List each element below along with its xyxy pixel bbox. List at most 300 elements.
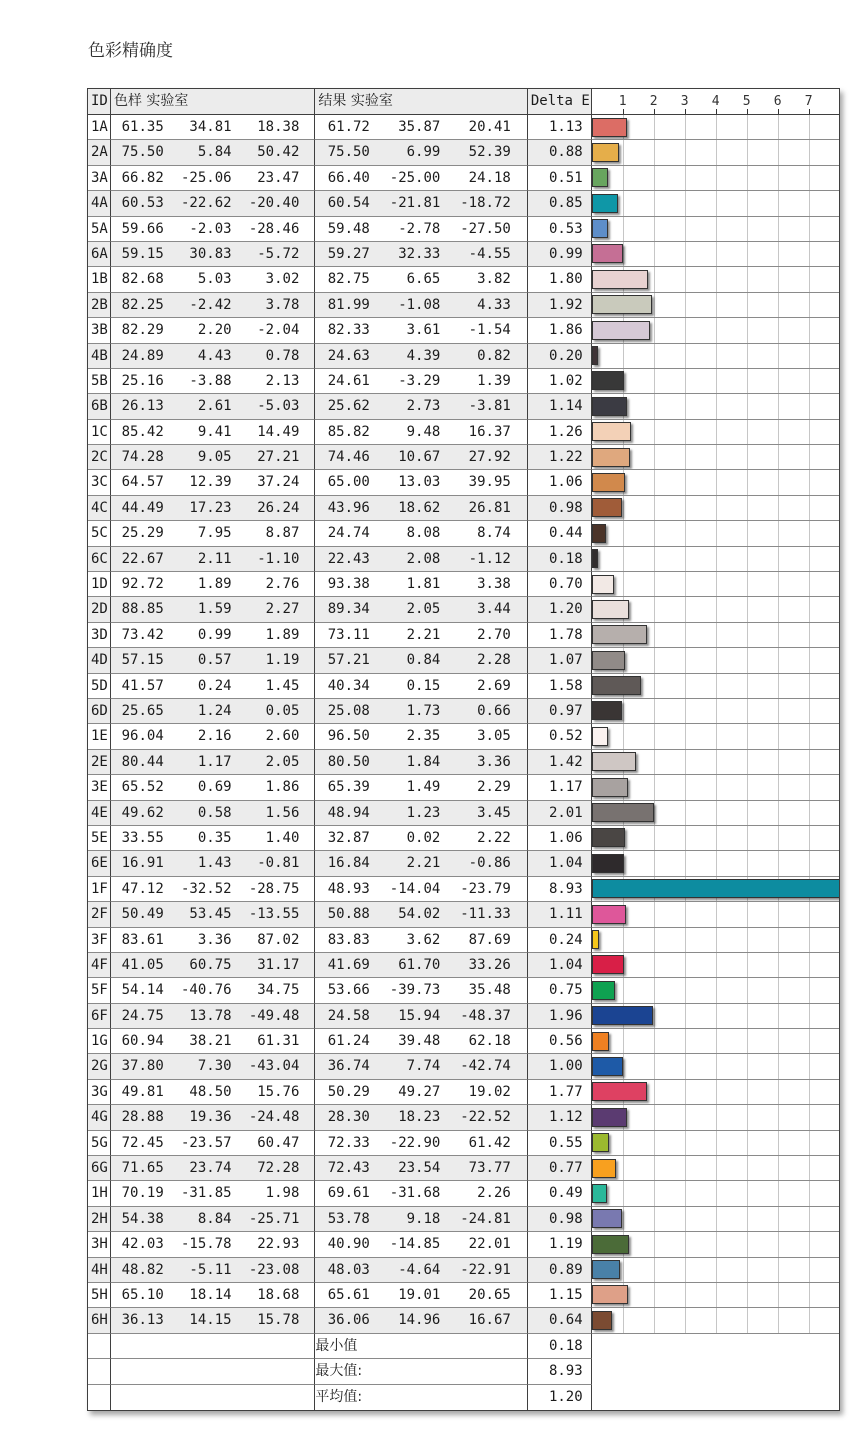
chart-gridline xyxy=(654,318,655,342)
delta-e-value: 8.93 xyxy=(528,877,592,902)
lab-value: -14.85 xyxy=(389,1236,441,1253)
chart-gridline xyxy=(778,699,779,723)
chart-gridline xyxy=(716,648,717,672)
lab-value: 48.50 xyxy=(189,1083,232,1100)
summary-min-label: 最小值 xyxy=(315,1334,527,1359)
delta-e-value: 1.13 xyxy=(528,115,592,140)
lab-value: 73.77 xyxy=(468,1160,511,1177)
lab-value: 75.50 xyxy=(327,144,370,161)
delta-e-bar-cell xyxy=(592,369,839,394)
lab-value: 0.58 xyxy=(197,804,232,821)
chart-gridline xyxy=(778,1283,779,1307)
lab-value: 66.82 xyxy=(121,169,164,186)
result-lab-values xyxy=(315,623,527,648)
empty-cell xyxy=(88,1385,111,1410)
table-row xyxy=(88,420,839,445)
chart-gridline xyxy=(778,648,779,672)
delta-e-bar xyxy=(592,524,606,543)
lab-value: 27.21 xyxy=(257,449,300,466)
table-row xyxy=(88,547,839,572)
chart-gridline xyxy=(747,597,748,621)
patch-id: 3F xyxy=(88,928,111,953)
delta-e-bar xyxy=(592,879,839,898)
delta-e-bar-cell xyxy=(592,344,839,369)
result-lab-values xyxy=(315,953,527,978)
lab-value: 28.30 xyxy=(327,1109,370,1126)
lab-value: 1.56 xyxy=(265,804,300,821)
lab-value: 65.00 xyxy=(327,474,370,491)
chart-gridline xyxy=(654,572,655,596)
sample-lab-values xyxy=(111,877,315,902)
chart-gridline xyxy=(747,1156,748,1180)
chart-gridline xyxy=(716,750,717,774)
chart-gridline xyxy=(747,1004,748,1028)
chart-gridline xyxy=(778,420,779,444)
delta-e-bar-cell xyxy=(592,217,839,242)
lab-value: 61.35 xyxy=(121,119,164,135)
lab-value: 30.83 xyxy=(189,245,232,262)
chart-gridline xyxy=(654,217,655,241)
lab-value: 1.39 xyxy=(477,372,511,389)
lab-value: 2.73 xyxy=(406,398,441,415)
chart-gridline xyxy=(747,344,748,368)
lab-value: 1.49 xyxy=(406,779,441,796)
patch-id: 2C xyxy=(88,445,111,470)
chart-gridline xyxy=(778,1105,779,1129)
chart-gridline xyxy=(716,1283,717,1307)
patch-id: 6A xyxy=(88,242,111,267)
lab-value: 59.27 xyxy=(327,245,370,262)
lab-value: 49.81 xyxy=(121,1083,164,1100)
delta-e-value: 1.26 xyxy=(528,420,592,445)
chart-gridline xyxy=(778,1029,779,1053)
result-lab-values xyxy=(315,699,527,724)
lab-value: 74.28 xyxy=(121,449,164,466)
lab-value: 1.59 xyxy=(197,601,232,618)
chart-gridline xyxy=(623,699,624,723)
lab-value: 1.73 xyxy=(406,702,441,719)
chart-gridline xyxy=(685,242,686,266)
sample-lab-values xyxy=(111,217,315,242)
chart-gridline xyxy=(778,140,779,164)
table-row xyxy=(88,496,839,521)
lab-value: -42.74 xyxy=(460,1058,511,1075)
chart-gridline xyxy=(778,1080,779,1104)
chart-gridline xyxy=(809,217,810,241)
chart-gridline xyxy=(716,978,717,1002)
delta-e-bar xyxy=(592,1006,653,1025)
chart-gridline xyxy=(778,1181,779,1205)
chart-gridline xyxy=(747,394,748,418)
sample-lab-values xyxy=(111,394,315,419)
sample-lab-values xyxy=(111,547,315,572)
lab-value: 39.95 xyxy=(468,474,511,491)
lab-value: 26.13 xyxy=(121,398,164,415)
chart-gridline xyxy=(778,1004,779,1028)
table-row xyxy=(88,1283,839,1308)
lab-value: 15.78 xyxy=(257,1312,300,1329)
lab-value: 69.61 xyxy=(327,1185,370,1202)
sample-lab-values xyxy=(111,1080,315,1105)
sample-lab-values xyxy=(111,344,315,369)
lab-value: 96.50 xyxy=(327,728,370,745)
lab-value: 59.66 xyxy=(121,220,164,237)
table-row xyxy=(88,724,839,749)
lab-value: -22.91 xyxy=(460,1261,511,1278)
delta-e-bar xyxy=(592,219,608,238)
lab-value: 48.93 xyxy=(327,880,370,897)
lab-value: -11.33 xyxy=(460,906,511,923)
delta-e-value: 1.15 xyxy=(528,1283,592,1308)
chart-gridline xyxy=(809,826,810,850)
table-row xyxy=(88,267,839,292)
table-row xyxy=(88,1054,839,1079)
table-row xyxy=(88,978,839,1003)
axis-tick-mark xyxy=(654,109,655,114)
lab-value: 82.75 xyxy=(327,271,370,288)
lab-value: 1.89 xyxy=(265,626,300,643)
lab-value: 14.15 xyxy=(189,1312,232,1329)
patch-id: 2B xyxy=(88,293,111,318)
lab-value: 1.45 xyxy=(265,677,300,694)
lab-value: 25.29 xyxy=(121,525,164,542)
delta-e-bar-cell xyxy=(592,801,839,826)
chart-gridline xyxy=(685,826,686,850)
lab-value: 7.74 xyxy=(406,1058,441,1075)
lab-value: -1.08 xyxy=(398,296,441,313)
lab-value: 89.34 xyxy=(327,601,370,618)
lab-value: 60.54 xyxy=(327,195,370,212)
delta-e-bar-cell xyxy=(592,1004,839,1029)
lab-value: 3.36 xyxy=(477,753,511,770)
delta-e-bar-cell xyxy=(592,699,839,724)
delta-e-bar-cell xyxy=(592,775,839,800)
table-row xyxy=(88,826,839,851)
delta-e-bar xyxy=(592,651,625,670)
chart-gridline xyxy=(685,1181,686,1205)
delta-e-bar xyxy=(592,244,623,263)
lab-value: 48.94 xyxy=(327,804,370,821)
lab-value: -2.03 xyxy=(189,220,232,237)
delta-e-bar xyxy=(592,194,618,213)
chart-gridline xyxy=(778,953,779,977)
result-lab-values xyxy=(315,902,527,927)
chart-gridline xyxy=(747,928,748,952)
table-row xyxy=(88,1232,839,1257)
result-lab-values xyxy=(315,648,527,673)
patch-id: 5C xyxy=(88,521,111,546)
lab-value: -15.78 xyxy=(181,1236,232,1253)
table-row xyxy=(88,394,839,419)
empty-cell xyxy=(111,1385,315,1410)
lab-value: -18.72 xyxy=(460,195,511,212)
sample-lab-values xyxy=(111,1232,315,1257)
result-lab-values xyxy=(315,191,527,216)
chart-gridline xyxy=(716,851,717,875)
lab-value: 34.75 xyxy=(257,982,300,999)
chart-gridline xyxy=(778,1156,779,1180)
lab-value: 22.43 xyxy=(327,550,370,567)
table-row xyxy=(88,140,839,165)
sample-lab-values xyxy=(111,1308,315,1333)
patch-id: 3C xyxy=(88,470,111,495)
lab-value: -21.81 xyxy=(389,195,441,212)
sample-lab-values xyxy=(111,293,315,318)
chart-gridline xyxy=(685,775,686,799)
sample-lab-values xyxy=(111,191,315,216)
lab-value: 8.74 xyxy=(477,525,511,542)
result-lab-values xyxy=(315,1054,527,1079)
chart-gridline xyxy=(654,1080,655,1104)
table-row xyxy=(88,470,839,495)
result-lab-values xyxy=(315,140,527,165)
result-lab-values xyxy=(315,496,527,521)
delta-e-bar-cell xyxy=(592,166,839,191)
chart-gridline xyxy=(778,166,779,190)
lab-value: 4.39 xyxy=(406,347,441,364)
patch-id: 3E xyxy=(88,775,111,800)
delta-e-value: 1.80 xyxy=(528,267,592,292)
lab-value: 25.62 xyxy=(327,398,370,415)
lab-value: 2.13 xyxy=(265,372,300,389)
result-lab-values xyxy=(315,394,527,419)
delta-e-bar-cell xyxy=(592,1308,839,1333)
chart-gridline xyxy=(716,420,717,444)
chart-gridline xyxy=(623,547,624,571)
summary-max-label: 最大值: xyxy=(315,1359,527,1384)
sample-lab-values xyxy=(111,699,315,724)
patch-id: 6H xyxy=(88,1308,111,1333)
lab-value: -1.12 xyxy=(468,550,511,567)
lab-value: 32.87 xyxy=(327,829,370,846)
lab-value: 2.35 xyxy=(406,728,441,745)
chart-gridline xyxy=(685,470,686,494)
delta-e-bar-cell xyxy=(592,293,839,318)
chart-gridline xyxy=(809,1004,810,1028)
delta-e-bar-cell xyxy=(592,1080,839,1105)
lab-value: 39.48 xyxy=(398,1033,441,1050)
result-lab-values xyxy=(315,1232,527,1257)
lab-value: 0.66 xyxy=(477,702,511,719)
delta-e-value: 0.49 xyxy=(528,1181,592,1206)
patch-id: 4H xyxy=(88,1258,111,1283)
lab-value: 48.03 xyxy=(327,1261,370,1278)
lab-value: 18.38 xyxy=(257,119,300,135)
chart-gridline xyxy=(809,1232,810,1256)
delta-e-value: 1.06 xyxy=(528,470,592,495)
lab-value: 1.43 xyxy=(197,855,232,872)
chart-gridline xyxy=(747,191,748,215)
axis-tick-mark xyxy=(778,109,779,114)
chart-gridline xyxy=(747,851,748,875)
lab-value: -25.71 xyxy=(248,1210,300,1227)
delta-e-bar-cell xyxy=(592,1156,839,1181)
chart-gridline xyxy=(778,191,779,215)
delta-e-bar xyxy=(592,803,654,822)
lab-value: 54.14 xyxy=(121,982,164,999)
chart-gridline xyxy=(685,267,686,291)
sample-lab-values xyxy=(111,1105,315,1130)
chart-gridline xyxy=(809,597,810,621)
lab-value: 83.83 xyxy=(327,931,370,948)
lab-value: 2.08 xyxy=(406,550,441,567)
lab-value: 2.61 xyxy=(197,398,232,415)
chart-gridline xyxy=(716,928,717,952)
table-row xyxy=(88,1080,839,1105)
lab-value: 22.93 xyxy=(257,1236,300,1253)
chart-gridline xyxy=(654,648,655,672)
table-row xyxy=(88,1131,839,1156)
delta-e-bar-cell xyxy=(592,547,839,572)
lab-value: -0.81 xyxy=(257,855,300,872)
chart-gridline xyxy=(716,1308,717,1332)
lab-value: 6.65 xyxy=(406,271,441,288)
chart-gridline xyxy=(685,750,686,774)
chart-gridline xyxy=(809,1029,810,1053)
chart-gridline xyxy=(778,521,779,545)
delta-e-bar xyxy=(592,270,648,289)
delta-e-value: 1.22 xyxy=(528,445,592,470)
table-row xyxy=(88,1029,839,1054)
chart-gridline xyxy=(654,1029,655,1053)
chart-gridline xyxy=(623,1207,624,1231)
delta-e-bar-cell xyxy=(592,1054,839,1079)
chart-gridline xyxy=(809,1080,810,1104)
chart-gridline xyxy=(716,318,717,342)
chart-gridline xyxy=(778,1054,779,1078)
delta-e-bar-cell xyxy=(592,1131,839,1156)
lab-value: 57.15 xyxy=(121,652,164,669)
chart-gridline xyxy=(716,445,717,469)
delta-e-value: 0.24 xyxy=(528,928,592,953)
lab-value: 41.57 xyxy=(121,677,164,694)
lab-value: 24.63 xyxy=(327,347,370,364)
lab-value: 37.24 xyxy=(257,474,300,491)
patch-id: 3H xyxy=(88,1232,111,1257)
chart-gridline xyxy=(685,902,686,926)
sample-lab-values xyxy=(111,674,315,699)
lab-value: 3.45 xyxy=(477,804,511,821)
delta-e-bar-cell xyxy=(592,953,839,978)
lab-value: 2.26 xyxy=(477,1185,511,1202)
result-lab-values xyxy=(315,572,527,597)
lab-value: 22.01 xyxy=(468,1236,511,1253)
result-lab-values xyxy=(315,318,527,343)
delta-e-bar-cell xyxy=(592,115,839,140)
lab-value: 9.18 xyxy=(406,1210,441,1227)
delta-e-value: 0.20 xyxy=(528,344,592,369)
lab-value: 93.38 xyxy=(327,576,370,593)
sample-lab-values xyxy=(111,1207,315,1232)
chart-gridline xyxy=(778,369,779,393)
lab-value: 75.50 xyxy=(121,144,164,161)
lab-value: 0.84 xyxy=(406,652,441,669)
lab-value: 1.17 xyxy=(197,753,232,770)
sample-lab-values xyxy=(111,801,315,826)
result-lab-values xyxy=(315,928,527,953)
lab-value: 60.75 xyxy=(189,956,232,973)
lab-value: 9.41 xyxy=(197,423,232,440)
table-row xyxy=(88,521,839,546)
lab-value: 20.41 xyxy=(468,119,511,135)
chart-gridline xyxy=(654,902,655,926)
delta-e-value: 0.64 xyxy=(528,1308,592,1333)
lab-value: 50.49 xyxy=(121,906,164,923)
lab-value: 60.53 xyxy=(121,195,164,212)
chart-gridline xyxy=(747,318,748,342)
chart-gridline xyxy=(716,699,717,723)
chart-gridline xyxy=(685,1080,686,1104)
table-row xyxy=(88,191,839,216)
lab-value: -4.64 xyxy=(398,1261,441,1278)
patch-id: 1F xyxy=(88,877,111,902)
patch-id: 2E xyxy=(88,750,111,775)
table-row xyxy=(88,699,839,724)
lab-value: 24.58 xyxy=(327,1007,370,1024)
lab-value: -22.90 xyxy=(389,1134,441,1151)
lab-value: 61.70 xyxy=(398,956,441,973)
chart-gridline xyxy=(778,674,779,698)
lab-value: 3.82 xyxy=(477,271,511,288)
chart-gridline xyxy=(747,1283,748,1307)
delta-e-bar-cell xyxy=(592,674,839,699)
lab-value: 14.96 xyxy=(398,1312,441,1329)
chart-gridline xyxy=(809,978,810,1002)
lab-value: -1.54 xyxy=(468,322,511,339)
lab-value: 2.69 xyxy=(477,677,511,694)
delta-e-bar-cell xyxy=(592,597,839,622)
lab-value: 72.33 xyxy=(327,1134,370,1151)
lab-value: 53.78 xyxy=(327,1210,370,1227)
lab-value: 54.02 xyxy=(398,906,441,923)
chart-gridline xyxy=(685,928,686,952)
sample-lab-values xyxy=(111,1131,315,1156)
result-lab-values xyxy=(315,420,527,445)
sample-lab-values xyxy=(111,521,315,546)
sample-lab-values xyxy=(111,648,315,673)
chart-gridline xyxy=(716,191,717,215)
lab-value: 33.26 xyxy=(468,956,511,973)
chart-gridline xyxy=(716,1105,717,1129)
table-row xyxy=(88,953,839,978)
chart-gridline xyxy=(685,648,686,672)
result-lab-values xyxy=(315,470,527,495)
chart-gridline xyxy=(778,623,779,647)
chart-gridline xyxy=(623,242,624,266)
delta-e-value: 0.70 xyxy=(528,572,592,597)
chart-gridline xyxy=(809,267,810,291)
delta-e-bar xyxy=(592,321,650,340)
sample-lab-values xyxy=(111,1283,315,1308)
delta-e-bar xyxy=(592,752,636,771)
lab-value: 40.90 xyxy=(327,1236,370,1253)
empty-cell xyxy=(88,1359,111,1384)
delta-e-bar xyxy=(592,1235,629,1254)
sample-lab-values xyxy=(111,1258,315,1283)
delta-e-bar xyxy=(592,981,615,1000)
lab-value: 5.84 xyxy=(197,144,232,161)
lab-value: 23.74 xyxy=(189,1160,232,1177)
chart-gridline xyxy=(654,115,655,139)
result-lab-values xyxy=(315,166,527,191)
lab-value: 1.89 xyxy=(197,576,232,593)
delta-e-bar-cell xyxy=(592,1207,839,1232)
chart-gridline xyxy=(654,1181,655,1205)
chart-gridline xyxy=(716,623,717,647)
result-lab-values xyxy=(315,344,527,369)
lab-value: 36.74 xyxy=(327,1058,370,1075)
patch-id: 3D xyxy=(88,623,111,648)
